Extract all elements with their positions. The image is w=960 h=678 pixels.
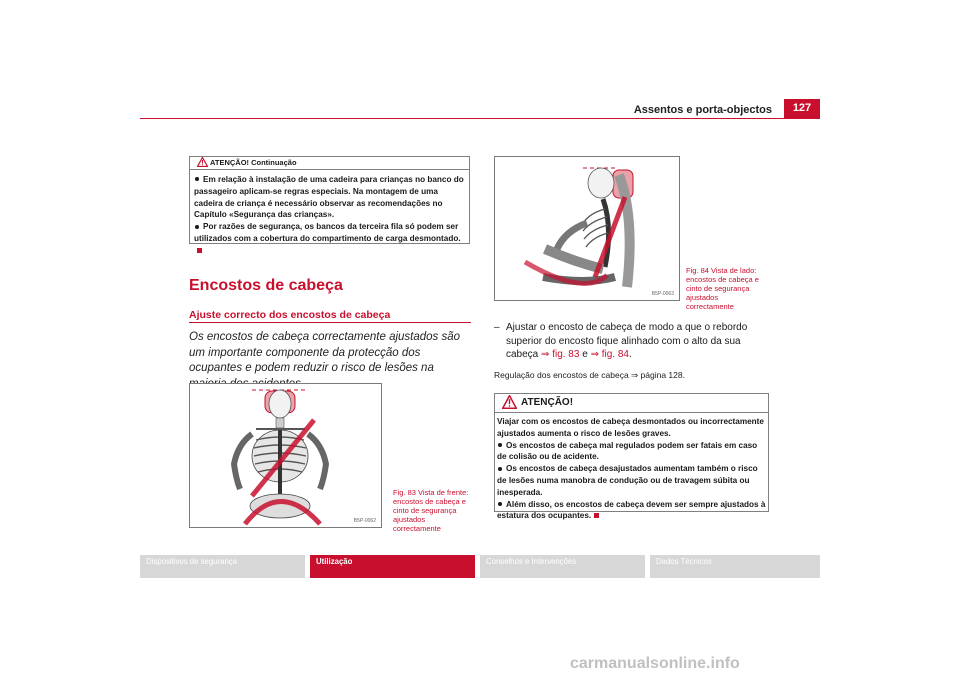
instruction-step <box>494 321 774 362</box>
intro-paragraph: Os encostos de cabeça correctamente ajustados são um importante componente da protecção dos ocupantes e podem reduzir o risco de lesões na <box>189 331 461 374</box>
footer-tab-safety[interactable]: Dispositivos de segurança <box>140 555 305 578</box>
warning-lead: Viajar com os encostos de cabeça desmontados ou incorrectamente ajustados aumenta o risco de lesões graves. <box>497 417 764 438</box>
figure-84-side-view <box>494 156 680 301</box>
warning-continued-bullet: Por razões de segurança, os bancos da terceira fila só podem ser utilizados com a cobertura do compartimento de carga desmontado. <box>194 221 465 256</box>
figure-83-front-view <box>189 383 382 528</box>
watermark: carmanualsonline.info <box>570 655 740 672</box>
figure-code: B5P-0062 <box>353 518 376 524</box>
warning-bullet: Os encostos de cabeça mal regulados podem ser fatais em caso de colisão ou de acidente. <box>497 440 758 462</box>
warning-bullet: Além disso, os encostos de cabeça devem ser sempre ajustados à estatura dos ocupantes. <box>497 499 766 521</box>
warning-continued-heading: ATENÇÃO! Continuação <box>210 158 297 167</box>
section-title: Encostos de cabeça <box>189 277 343 294</box>
footer-tab-technical-data[interactable]: Dados Técnicos <box>650 555 820 578</box>
warning-heading: ATENÇÃO! <box>521 397 574 408</box>
figure-83-link[interactable]: ⇒ fig. 83 <box>541 349 580 360</box>
figure-84-link[interactable]: ⇒ fig. 84 <box>590 349 629 360</box>
subsection-title: Ajuste correcto dos encostos de cabeça <box>189 309 391 321</box>
skeleton-side-illustration <box>495 157 680 301</box>
regulation-note: Regulação dos encostos de cabeça ⇒ página 128. <box>494 370 685 380</box>
subsection-divider <box>189 322 471 323</box>
end-of-section-icon <box>197 248 202 253</box>
figure-84-caption: Fig. 84 Vista de lado: encostos de cabeça e cinto de segurança ajustados correctamente <box>686 266 759 311</box>
figure-83-caption: Fig. 83 Vista de frente: encostos de cabeça e cinto de segurança ajustados correctamente <box>393 488 469 533</box>
warning-triangle-icon <box>197 157 208 167</box>
header-divider <box>140 118 820 119</box>
warning-continued-bullet: Em relação à instalação de uma cadeira para crianças no banco do passageiro aplicam-se regras especiais. Na montagem de uma cadeira de criança é necessário observar as recomendações no Capítulo «Segurança das crianças». <box>194 175 464 220</box>
footer-tab-advice[interactable]: Conselhos e Intervenções <box>480 555 645 578</box>
step-dash: – <box>494 322 500 333</box>
step-conjunction: e <box>579 349 588 360</box>
warning-triangle-icon <box>502 395 517 409</box>
page-number: 127 <box>784 99 820 118</box>
step-end: . <box>628 349 632 360</box>
page-header-title: Assentos e porta-objectos <box>633 104 772 116</box>
warning-bullet: Os encostos de cabeça desajustados aumentam também o risco de lesões numa manobra de condução ou de travagem súbita ou inesperada. <box>497 464 758 497</box>
figure-code: B5P-0063 <box>651 291 674 297</box>
step-text: Ajustar o encosto de cabeça de modo a que o rebordo superior do encosto fique alinhado com o alto da sua cabeça <box>506 322 748 360</box>
skeleton-front-illustration <box>190 384 382 528</box>
warning-body <box>497 416 766 522</box>
footer-tab-usage[interactable]: Utilização <box>310 555 475 578</box>
end-of-section-icon <box>594 513 599 518</box>
